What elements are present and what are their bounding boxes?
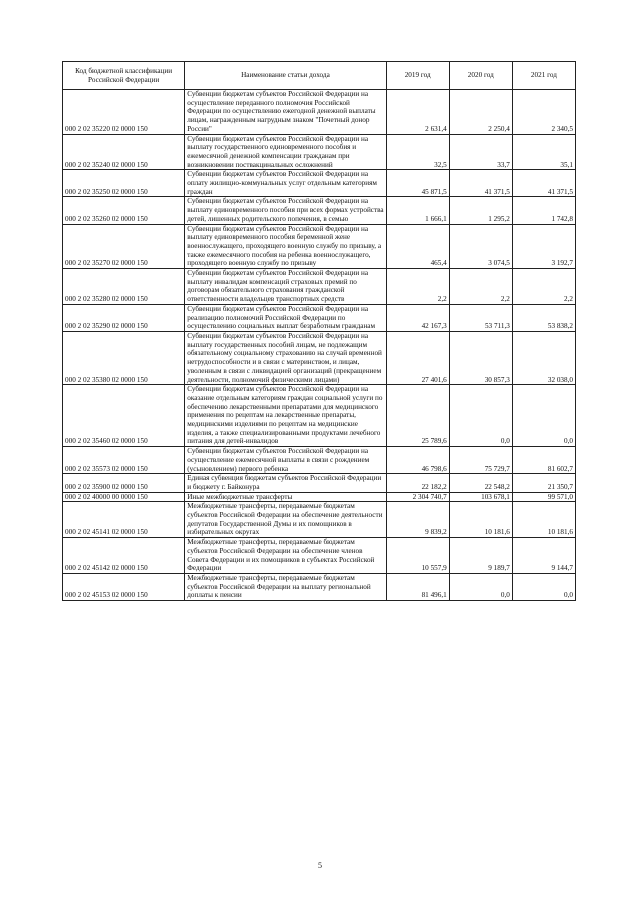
row-2020: 30 857,3: [449, 331, 512, 384]
row-code: 000 2 02 35290 02 0000 150: [63, 304, 185, 331]
row-2020: 1 295,2: [449, 197, 512, 224]
header-code: Код бюджетной классификации Российской Федерации: [63, 62, 185, 90]
row-2020: 2,2: [449, 269, 512, 305]
row-code: 000 2 02 35220 02 0000 150: [63, 90, 185, 135]
table-row: [63, 492, 576, 502]
row-2020: 3 074,5: [449, 224, 512, 269]
row-code: 000 2 02 35280 02 0000 150: [63, 269, 185, 305]
row-name: Межбюджетные трансферты, передаваемые бюджетам субъектов Российской Федерации на обеспечение членов Совета Федерации и их помощников в субъектах Российской Федерации: [185, 538, 386, 574]
row-2021: 35,1: [512, 134, 575, 170]
row-2021: 0,0: [512, 573, 575, 600]
row-2019: 81 496,1: [386, 573, 449, 600]
row-2021: 0,0: [512, 385, 575, 447]
row-code: 000 2 02 35573 02 0000 150: [63, 447, 185, 474]
row-2020: 41 371,5: [449, 170, 512, 197]
row-2019: 2 631,4: [386, 90, 449, 135]
page-number: 5: [318, 861, 322, 870]
row-code: 000 2 02 35240 02 0000 150: [63, 134, 185, 170]
row-code: 000 2 02 45141 02 0000 150: [63, 502, 185, 538]
table-row: [63, 197, 576, 224]
row-name: Субвенции бюджетам субъектов Российской Федерации на выплату инвалидам компенсаций страховых премий по договорам обязательного страхования гражданской ответственности владельцев транспортных средств: [185, 269, 386, 305]
table-row: [63, 304, 576, 331]
table-row: [63, 573, 576, 600]
row-2019: 25 789,6: [386, 385, 449, 447]
row-2020: 0,0: [449, 573, 512, 600]
header-2019: 2019 год: [386, 62, 449, 90]
row-2019: 46 798,6: [386, 447, 449, 474]
table-row: [63, 502, 576, 538]
row-code: 000 2 02 35380 02 0000 150: [63, 331, 185, 384]
row-2021: 3 192,7: [512, 224, 575, 269]
row-name: Единая субвенция бюджетам субъектов Российской Федерации и бюджету г. Байконура: [185, 474, 386, 492]
row-name: Субвенции бюджетам субъектов Российской Федерации на осуществление ежемесячной выплаты в связи с рождением (усыновлением) первого ребенка: [185, 447, 386, 474]
row-2020: 103 678,1: [449, 492, 512, 502]
header-2021: 2021 год: [512, 62, 575, 90]
table-header-row: [63, 62, 576, 90]
row-name: Субвенции бюджетам субъектов Российской Федерации на оказание отдельным категориям граждан социальной услуги по обеспечению лекарственными препаратами для медицинского применения по рецептам на лекарственные препараты, медицинскими изделиями по рецептам на медицинские изделия, а также специализированными продуктами лечебного питания для детей-инвалидов: [185, 385, 386, 447]
table-row: [63, 474, 576, 492]
row-2021: 32 038,0: [512, 331, 575, 384]
row-name: Субвенции бюджетам субъектов Российской Федерации на осуществление переданного полномочия Российской Федерации по осуществлению ежегодной денежной выплаты лицам, награжденным нагрудным знаком "Почетный донор России": [185, 90, 386, 135]
row-2021: 1 742,8: [512, 197, 575, 224]
table-row: [63, 385, 576, 447]
row-name: Субвенции бюджетам субъектов Российской Федерации на выплату единовременного пособия при всех формах устройства детей, лишенных родительского попечения, в семью: [185, 197, 386, 224]
table-row: [63, 447, 576, 474]
row-2020: 53 711,3: [449, 304, 512, 331]
row-2020: 33,7: [449, 134, 512, 170]
row-2019: 27 401,6: [386, 331, 449, 384]
header-name: Наименование статьи дохода: [185, 62, 386, 90]
table-row: [63, 90, 576, 135]
row-2019: 9 839,2: [386, 502, 449, 538]
row-code: 000 2 02 35460 02 0000 150: [63, 385, 185, 447]
row-2019: 465,4: [386, 224, 449, 269]
row-2019: 2,2: [386, 269, 449, 305]
row-2021: 2 340,5: [512, 90, 575, 135]
row-name: Субвенции бюджетам субъектов Российской Федерации на оплату жилищно-коммунальных услуг отдельным категориям граждан: [185, 170, 386, 197]
row-name: Субвенции бюджетам субъектов Российской Федерации на выплату государственного единовременного пособия и ежемесячной денежной компенсации гражданам при возникновении поствакцинальных осложнений: [185, 134, 386, 170]
row-2019: 22 182,2: [386, 474, 449, 492]
row-2019: 1 666,1: [386, 197, 449, 224]
row-code: 000 2 02 45142 02 0000 150: [63, 538, 185, 574]
revenue-table: [62, 61, 576, 601]
row-code: 000 2 02 35260 02 0000 150: [63, 197, 185, 224]
row-2019: 45 871,5: [386, 170, 449, 197]
row-2021: 53 838,2: [512, 304, 575, 331]
row-2020: 0,0: [449, 385, 512, 447]
row-2019: 32,5: [386, 134, 449, 170]
row-name: Субвенции бюджетам субъектов Российской Федерации на выплату единовременного пособия беременной жене военнослужащего, проходящего военную службу по призыву, а также ежемесячного пособия на ребенка военнослужащего, проходящего военную службу по призыву: [185, 224, 386, 269]
row-2020: 75 729,7: [449, 447, 512, 474]
row-2020: 10 181,6: [449, 502, 512, 538]
header-2020: 2020 год: [449, 62, 512, 90]
row-2021: 21 350,7: [512, 474, 575, 492]
row-name: Межбюджетные трансферты, передаваемые бюджетам субъектов Российской Федерации на обеспечение деятельности депутатов Государственной Думы и их помощников в избирательных округах: [185, 502, 386, 538]
row-code: 000 2 02 35270 02 0000 150: [63, 224, 185, 269]
row-2020: 9 189,7: [449, 538, 512, 574]
row-2021: 99 571,0: [512, 492, 575, 502]
row-2020: 2 250,4: [449, 90, 512, 135]
row-code: 000 2 02 35250 02 0000 150: [63, 170, 185, 197]
row-2021: 81 602,7: [512, 447, 575, 474]
row-name: Межбюджетные трансферты, передаваемые бюджетам субъектов Российской Федерации на выплату региональной доплаты к пенсии: [185, 573, 386, 600]
table-row: [63, 331, 576, 384]
row-2019: 2 304 740,7: [386, 492, 449, 502]
row-2021: 2,2: [512, 269, 575, 305]
row-name: Субвенции бюджетам субъектов Российской Федерации на выплату государственных пособий лицам, не подлежащим обязательному социальному страхованию на случай временной нетрудоспособности и в связи с материнством, и лицам, уволенным в связи с ликвидацией организаций (прекращением деятельности, полномочий физическими лицами): [185, 331, 386, 384]
row-2021: 41 371,5: [512, 170, 575, 197]
row-name: Субвенции бюджетам субъектов Российской Федерации на реализацию полномочий Российской Федерации по осуществлению социальных выплат безработным гражданам: [185, 304, 386, 331]
row-code: 000 2 02 40000 00 0000 150: [63, 492, 185, 502]
row-code: 000 2 02 35900 02 0000 150: [63, 474, 185, 492]
row-2020: 22 548,2: [449, 474, 512, 492]
row-code: 000 2 02 45153 02 0000 150: [63, 573, 185, 600]
row-2021: 9 144,7: [512, 538, 575, 574]
table-row: [63, 224, 576, 269]
table-row: [63, 134, 576, 170]
table-row: [63, 269, 576, 305]
row-2021: 10 181,6: [512, 502, 575, 538]
table-row: [63, 538, 576, 574]
table-row: [63, 170, 576, 197]
row-name: Иные межбюджетные трансферты: [185, 492, 386, 502]
row-2019: 10 557,9: [386, 538, 449, 574]
row-2019: 42 167,3: [386, 304, 449, 331]
